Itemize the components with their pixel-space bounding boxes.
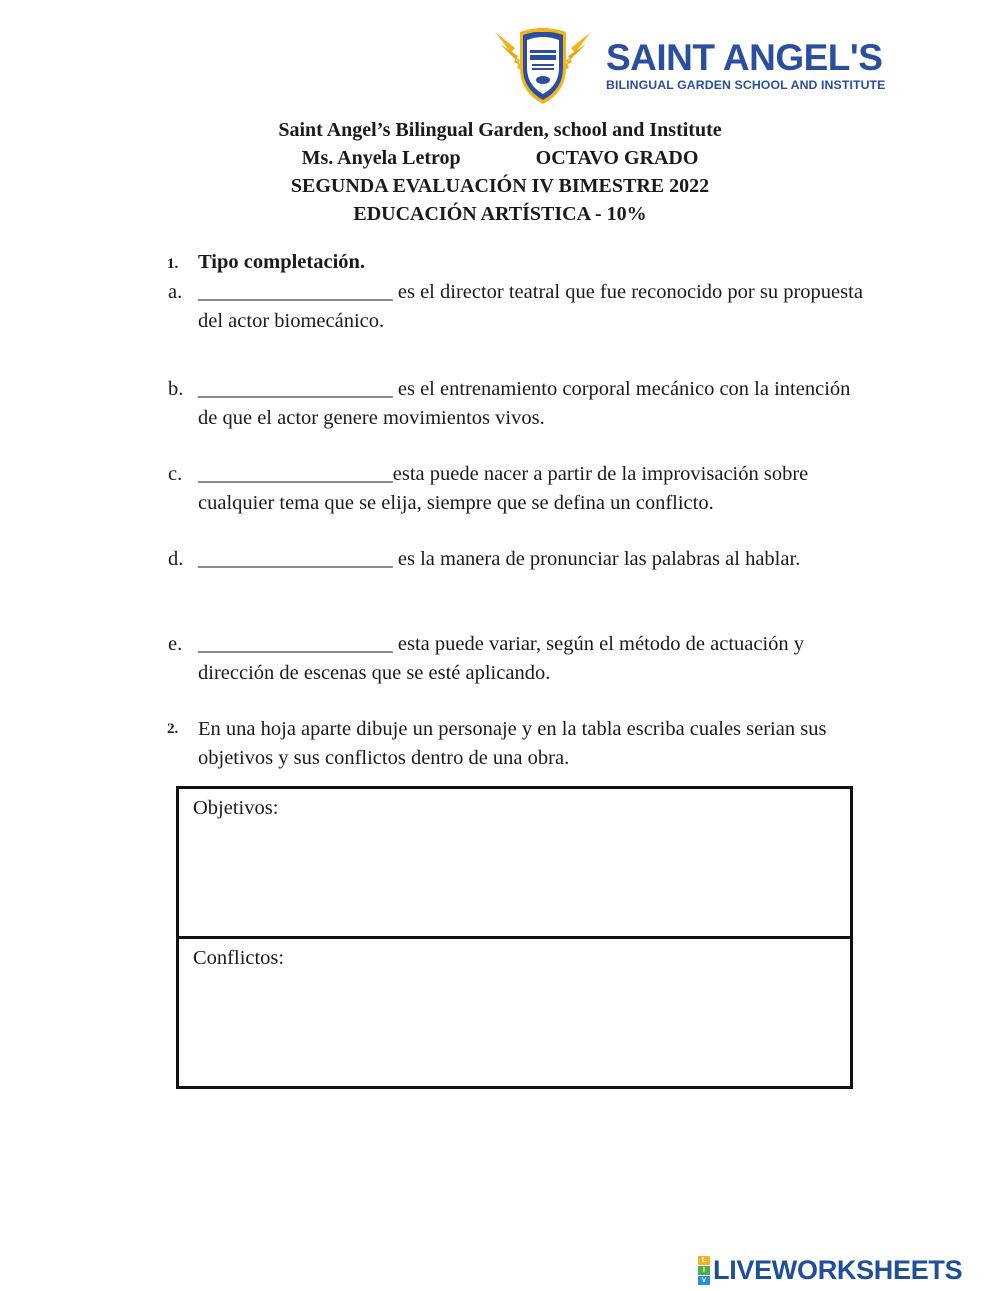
subject-title: EDUCACIÓN ARTÍSTICA - 10%	[353, 203, 647, 225]
item-text: ___________________ es la manera de pronunciar las palabras al hablar.	[198, 548, 801, 570]
table-row	[178, 938, 852, 1088]
grade-label: OCTAVO GRADO	[535, 147, 699, 169]
block-i: I	[698, 1266, 710, 1275]
item-letter: b.	[168, 378, 184, 400]
answer-table	[176, 786, 853, 1089]
teacher-grade-row	[0, 144, 1000, 172]
table-row	[178, 788, 852, 938]
item-letter: e.	[168, 633, 183, 655]
item-text: ___________________ es el director teatral que fue reconocido por su propuesta del actor biomecánico.	[198, 281, 863, 332]
item-letter: d.	[168, 548, 184, 570]
objetivos-label: Objetivos:	[193, 797, 279, 819]
liveworksheets-logo	[698, 1255, 962, 1286]
block-l: L	[698, 1256, 710, 1265]
teacher-name: Ms. Anyela Letrop	[301, 147, 461, 169]
logo-subtitle: BILINGUAL GARDEN SCHOOL AND INSTITUTE	[606, 77, 886, 92]
logo-name: SAINT ANGEL'S	[606, 36, 883, 78]
liveworksheets-blocks-icon	[698, 1256, 710, 1285]
evaluation-title: SEGUNDA EVALUACIÓN IV BIMESTRE 2022	[290, 175, 710, 197]
item-letter: c.	[168, 463, 183, 485]
section1-title: Tipo completación.	[198, 251, 366, 273]
conflictos-cell[interactable]	[178, 938, 852, 1088]
item-text: ___________________esta puede nacer a partir de la improvisación sobre cualquier tema que se elija, siempre que se defina un conflicto.	[198, 463, 809, 514]
objetivos-cell[interactable]	[178, 788, 852, 938]
block-v: V	[698, 1276, 710, 1285]
section2-text: En una hoja aparte dibuje un personaje y en la tabla escriba cuales serian sus objetivos y sus conflictos dentro de una obra.	[198, 718, 827, 769]
item-letter: a.	[168, 281, 183, 303]
liveworksheets-brand: LIVEWORKSHEETS	[713, 1255, 963, 1285]
item-text: ___________________ es el entrenamiento corporal mecánico con la intención de que el actor genere movimientos vivos.	[198, 378, 851, 429]
section2-number: 2.	[167, 721, 179, 737]
document-header	[0, 116, 1000, 228]
item-text: ___________________ esta puede variar, según el método de actuación y dirección de escenas que se esté aplicando.	[198, 633, 805, 684]
school-name: Saint Angel’s Bilingual Garden, school and Institute	[278, 119, 722, 141]
shield-crest-icon	[490, 22, 596, 108]
school-logo	[490, 22, 885, 108]
section1-number: 1.	[167, 256, 179, 272]
conflictos-label: Conflictos:	[193, 947, 285, 969]
